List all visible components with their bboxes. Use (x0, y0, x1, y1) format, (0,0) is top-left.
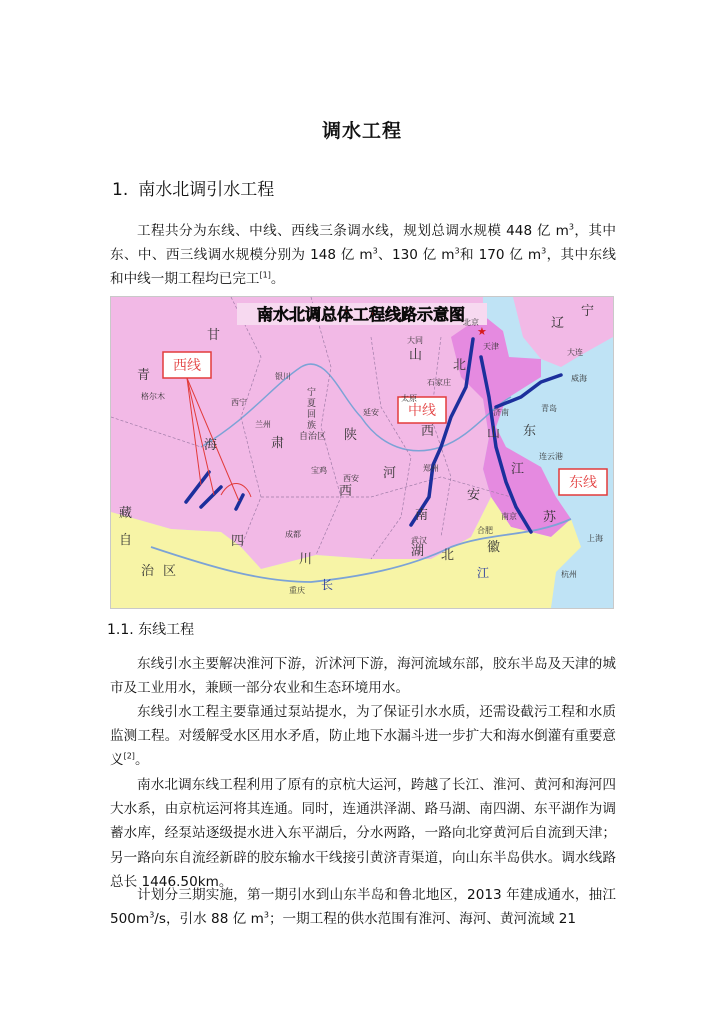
city-golmud: 格尔木 (141, 392, 165, 401)
city-jinan: 济南 (493, 408, 509, 417)
label-zu: 族 (307, 421, 317, 431)
label-xia: 夏 (307, 399, 317, 409)
city-chongqing: 重庆 (289, 586, 305, 595)
text-run: 计划分三期实施，第一期引水到山东半岛和鲁北地区，2013 年建成通水，抽江 500m (110, 887, 616, 928)
text-run: ，其中东、中、西三线调水规模分别为 148 亿 m (110, 223, 617, 264)
paragraph-phases (110, 883, 616, 931)
city-wuhan: 武汉 (411, 536, 427, 545)
city-zhengzhou: 郑州 (423, 464, 439, 473)
city-hangzhou: 杭州 (561, 570, 577, 579)
city-baoji: 宝鸡 (311, 466, 327, 475)
city-qingdao: 青岛 (541, 404, 557, 413)
label-hai: 海 (204, 438, 218, 453)
label-ningxia-zzq: 自治区 (299, 432, 327, 442)
city-shijiazhuang: 石家庄 (427, 378, 451, 387)
beijing-star: ★ (477, 325, 487, 338)
superscript: 3 (263, 910, 269, 920)
label-si: 四 (231, 534, 245, 549)
superscript: 3 (149, 910, 155, 920)
label-he: 河 (383, 466, 397, 481)
label-su: 肃 (271, 436, 285, 451)
paragraph-grand-canal: 南水北调东线工程利用了原有的京杭大运河，跨越了长江、淮河、黄河和海河四大水系，由京杭运河将其连通。同时，连通洪泽湖、路马湖、南四湖、东平湖作为调蓄水库，经泵站逐级提水进入东平湖后，分水两路，一路向北穿黄河后自流到天津；另一路向东自流经新辟的胶东输水干线接引黄济青渠道，向山东半岛供水。调水线路总长 1446.50km。 (110, 777, 616, 890)
label-hui2: 回 (307, 410, 317, 420)
label-ning2: 宁 (307, 388, 317, 398)
city-beijing: 北京 (463, 318, 479, 327)
east-callout-label: 东线 (569, 475, 597, 491)
text-run: 东线引水工程主要靠通过泵站提水，为了保证引水水质，还需设截污工程和水质监测工程。对缓解受水区用水矛盾，防止地下水漏斗进一步扩大和海水倒灌有重要意义 (110, 704, 616, 769)
route-map (110, 296, 614, 609)
label-qing: 青 (137, 368, 151, 383)
label-xi2: 西 (421, 424, 435, 439)
city-lianyungang: 连云港 (539, 452, 563, 461)
city-hefei: 合肥 (477, 526, 493, 535)
label-an: 安 (467, 488, 481, 503)
page-title: 调水工程 (321, 120, 402, 142)
text-run: 。 (270, 271, 285, 288)
section-number: 1. (112, 180, 129, 200)
superscript: 3 (372, 246, 378, 256)
text-run: /s，引水 88 亿 m (154, 911, 264, 928)
text-run: ，其中东线和中线一期工程均已完工 (110, 247, 616, 288)
city-weihai: 威海 (571, 374, 587, 383)
citation-ref[interactable]: [1] (259, 270, 271, 280)
section-heading-1-1: 1.1. 东线工程 (107, 622, 195, 638)
paragraph-east-route-pumping (110, 700, 616, 773)
label-ning: 宁 (581, 304, 595, 319)
city-dalian: 大连 (567, 348, 583, 357)
label-qu: 区 (163, 564, 177, 579)
city-xining: 西宁 (231, 398, 247, 407)
text-run: 、130 亿 m (377, 247, 455, 264)
text-run: ；一期工程的供水范围有淮河、海河、黄河流域 21 (268, 911, 577, 928)
city-lanzhou: 兰州 (255, 420, 271, 429)
text-run: 。 (134, 752, 149, 769)
label-nan: 南 (415, 508, 429, 523)
label-su2: 苏 (543, 510, 557, 525)
city-shanghai: 上海 (587, 534, 603, 543)
section-heading-1 (112, 175, 274, 200)
citation-ref[interactable]: [2] (123, 751, 135, 761)
label-shan: 陕 (344, 428, 358, 443)
label-hui: 徽 (487, 540, 501, 555)
label-xi: 西 (339, 484, 353, 499)
superscript: 3 (541, 246, 547, 256)
label-bei: 北 (441, 548, 455, 563)
city-xian: 西安 (343, 474, 359, 483)
label-shan2: 山 (409, 348, 423, 363)
label-liao: 辽 (551, 316, 565, 331)
label-zhi: 治 (141, 564, 155, 579)
city-datong: 大同 (407, 336, 423, 345)
city-yanan: 延安 (363, 408, 379, 417)
text-run: 工程共分为东线、中线、西线三条调水线，规划总调水规模 448 亿 m (137, 223, 569, 239)
paragraph-east-route-purpose: 东线引水主要解决淮河下游，沂沭河下游，海河流域东部，胶东半岛及天津的城市及工业用水，兼顾一部分农业和生态环境用水。 (110, 656, 616, 697)
label-dong: 东 (523, 424, 537, 439)
label-jiang: 江 (511, 462, 525, 477)
label-jiang2: 江 (477, 566, 490, 580)
city-chengdu: 成都 (285, 530, 301, 539)
label-bei2: 北 (453, 358, 467, 373)
label-shan3: 山 (487, 426, 501, 441)
text-run: 和 170 亿 m (459, 247, 542, 264)
label-changjiang: 长 (321, 578, 334, 592)
label-zang: 藏 (119, 506, 133, 521)
section-title: 南水北调引水工程 (138, 180, 275, 200)
map-title: 南水北调总体工程线路示意图 (256, 305, 466, 324)
superscript: 3 (454, 246, 460, 256)
label-zi: 自 (119, 533, 133, 548)
middle-callout-label: 中线 (408, 403, 436, 419)
label-hu: 湖 (411, 544, 425, 559)
city-taiyuan: 太原 (401, 394, 417, 403)
paragraph-intro (110, 219, 616, 292)
city-tianjin: 天津 (483, 342, 499, 351)
city-yinchuan: 银川 (275, 372, 291, 381)
superscript: 3 (568, 222, 574, 232)
label-chuan: 川 (299, 552, 313, 567)
west-callout-label: 西线 (173, 358, 201, 374)
city-nanjing: 南京 (501, 512, 517, 521)
label-gan: 甘 (207, 328, 221, 343)
